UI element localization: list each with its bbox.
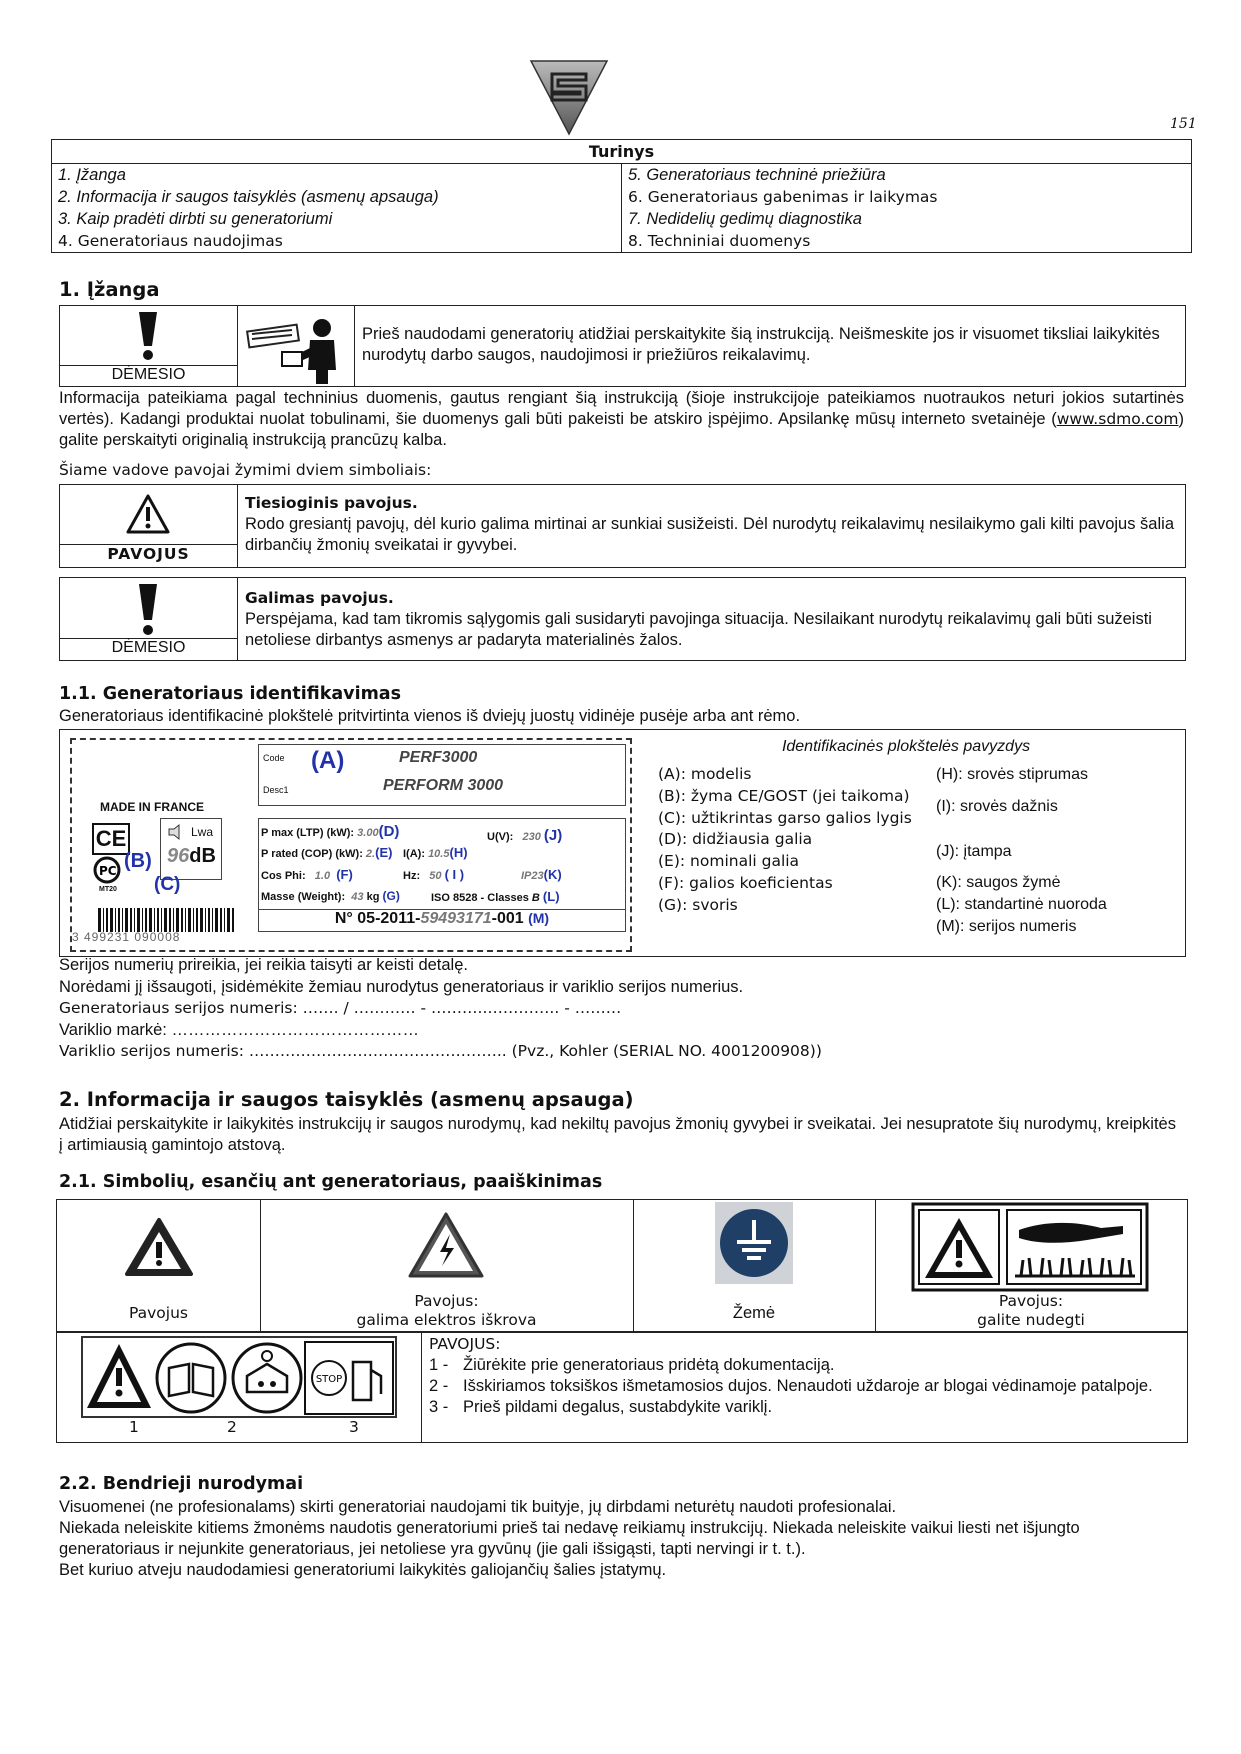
plate-intro: Generatoriaus identifikacinė plokštelė pritvirtinta vienos iš dviejų juostų vidinėje pusėje arba ant rėmo. bbox=[59, 707, 801, 725]
desc-label: Desc1 bbox=[263, 785, 289, 795]
intro-notice-text: Prieš naudodami generatorių atidžiai perskaitykite šią instrukciją. Neišmeskite jos ir visuomet tiksliai laikykitės nurodytų darbo saugos, naudojimosi ir priežiūros reikalavimų. bbox=[362, 325, 1160, 364]
section-2-2-heading: 2.2. Bendrieji nurodymai bbox=[59, 1474, 304, 1494]
exclamation-icon bbox=[135, 310, 161, 362]
plate-letter-m: (M) bbox=[528, 910, 550, 926]
caution-cell bbox=[60, 578, 238, 660]
pmax-row bbox=[261, 823, 399, 840]
ground-icon bbox=[715, 1202, 793, 1284]
caution-title: Galimas pavojus. bbox=[245, 589, 394, 607]
mass-unit: kg bbox=[366, 891, 380, 903]
plate-letter-l: (L) bbox=[542, 889, 560, 904]
pmax-value: 3.00 bbox=[357, 827, 379, 839]
toc-item[interactable]: 6. Generatoriaus gabenimas ir laikymas bbox=[628, 188, 938, 206]
barcode-number: 3 499231 090008 bbox=[72, 930, 181, 944]
toc-item[interactable]: 2. Informacija ir saugos taisyklės (asmenų apsauga) bbox=[58, 188, 439, 206]
general-rule-1: Visuomenei (ne profesionalams) skirti generatoriai naudojami tik buityje, jų dirbdami neturėtų naudoti profesionalai. bbox=[59, 1498, 897, 1516]
plate-letter-e: (E) bbox=[375, 845, 393, 860]
legend-title: Identifikacinės plokštelės pavyzdys bbox=[781, 738, 1031, 755]
section-2-heading: 2. Informacija ir saugos taisyklės (asmenų apsauga) bbox=[59, 1088, 634, 1111]
caution-label: DĖMESIO bbox=[60, 638, 237, 660]
attention-cell bbox=[60, 306, 238, 386]
cosphi-label: Cos Phi: bbox=[261, 870, 306, 882]
read-manual-cell bbox=[238, 306, 355, 386]
ip-row bbox=[521, 867, 562, 882]
list-item-text: Žiūrėkite prie generatoriaus pridėtą dokumentaciją. bbox=[463, 1356, 835, 1374]
code-label: Code bbox=[263, 753, 285, 763]
danger-text-cell bbox=[245, 493, 1175, 556]
symbol-danger-cell bbox=[57, 1200, 261, 1332]
legend-left bbox=[658, 764, 926, 917]
plate-letter-c: (C) bbox=[154, 874, 181, 895]
toc-left bbox=[52, 164, 622, 253]
toc-item[interactable]: 7. Nedidelių gedimų diagnostika bbox=[628, 210, 862, 228]
combined-danger-title: PAVOJUS: bbox=[429, 1335, 501, 1353]
legend-item: (M): serijos numeris bbox=[936, 917, 1077, 935]
frequency-row bbox=[403, 867, 464, 882]
caution-definition-box bbox=[59, 577, 1186, 661]
stop-text: STOP bbox=[315, 1374, 343, 1385]
symbol-shock-cell bbox=[260, 1200, 634, 1332]
serial-prefix: N° 05-2011- bbox=[334, 910, 421, 927]
intro-paragraph-end: ) galite perskaityti originalią instrukciją prancūzų kalba. bbox=[59, 410, 1184, 449]
ce-mark-icon: CE bbox=[92, 823, 130, 855]
voltage-label: U(V): bbox=[487, 831, 514, 843]
combined-label-cell bbox=[57, 1332, 422, 1442]
serial-note-1: Serijos numerių prireikia, jei reikia taisyti ar keisti detalę. bbox=[59, 956, 468, 974]
id-plate-box bbox=[59, 729, 1186, 957]
general-rule-3: Bet kuriuo atveju naudodamiesi generatoriumi laikykitės galiojančių šalies įstatymų. bbox=[59, 1561, 667, 1579]
label-number-1: 1 bbox=[129, 1418, 139, 1436]
legend-item: (H): srovės stiprumas bbox=[936, 766, 1089, 783]
legend-item: (K): saugos žymė bbox=[936, 874, 1061, 892]
website-link[interactable]: www.sdmo.com bbox=[1056, 410, 1179, 428]
attention-label: DĖMESIO bbox=[60, 365, 237, 386]
section-2-text: Atidžiai perskaitykite ir laikykitės instrukcijų ir saugos nurodymų, kad nekiltų pavojus žmonių gyvybei ir sveikatai. Jei nesupratote šių nurodymų, kreipkitės į artimiausią gamintojo atstovą. bbox=[59, 1115, 1176, 1154]
cosphi-row bbox=[261, 867, 353, 882]
prated-label: P rated (COP) (kW): bbox=[261, 848, 363, 860]
current-row bbox=[403, 845, 468, 860]
mt20-label: MT20 bbox=[99, 886, 117, 893]
lwa-label: Lwa bbox=[191, 825, 214, 839]
db-unit: dB bbox=[189, 845, 216, 867]
current-label: I(A): bbox=[403, 848, 425, 860]
legend-item: (J): įtampa bbox=[936, 842, 1012, 860]
toc-item[interactable]: 3. Kaip pradėti dirbti su generatoriumi bbox=[58, 210, 333, 228]
legend-item: (A): modelis bbox=[658, 765, 752, 783]
combined-label-text bbox=[429, 1334, 1179, 1418]
frequency-label: Hz: bbox=[403, 870, 421, 882]
noise-value bbox=[167, 845, 216, 868]
frequency-value: 50 bbox=[429, 870, 442, 882]
label-number-3: 3 bbox=[349, 1418, 359, 1436]
intro-paragraph-start: Informacija pateikiama pagal techninius duomenis, gautus rengiant šią instrukciją (šioje instrukcijoje pateikiamos nuotraukos neturi jokios sutartinės vertės). Kadangi produktai nuolat tobulinami, šie duomenys gali būti pakeisti be atskiro įspėjimo. Apsilankę mūsų interneto svetainėje ( bbox=[59, 389, 1184, 428]
list-item bbox=[429, 1397, 1179, 1418]
symbol-burn-label bbox=[875, 1292, 1187, 1330]
section-2-2-body bbox=[59, 1497, 1184, 1581]
pmax-label: P max (LTP) (kW): bbox=[261, 827, 355, 839]
intro-paragraph bbox=[59, 388, 1184, 451]
plate-letter-i: ( I ) bbox=[444, 867, 465, 882]
symbol-shock-label bbox=[260, 1292, 633, 1330]
plate-letter-f: (F) bbox=[336, 867, 353, 882]
db-value: 96 bbox=[167, 845, 190, 867]
combined-label-row bbox=[56, 1331, 1188, 1443]
section-1-heading: 1. Įžanga bbox=[59, 278, 160, 301]
voltage-value: 230 bbox=[522, 831, 541, 843]
toc-item[interactable]: 8. Techniniai duomenys bbox=[628, 232, 811, 250]
symbol-burn-cell bbox=[875, 1200, 1187, 1332]
warning-triangle-icon bbox=[123, 1216, 195, 1278]
toc-item[interactable]: 5. Generatoriaus techninė priežiūra bbox=[628, 166, 886, 184]
ip-value: IP23 bbox=[521, 870, 544, 882]
brand-logo bbox=[528, 58, 610, 136]
legend-item: (B): žyma CE/GOST (jei taikoma) bbox=[658, 786, 910, 805]
plate-letter-b: (B) bbox=[124, 850, 152, 872]
serial-note-2: Norėdami jį išsaugoti, įsidėmėkite žemiau nurodytus generatoriaus ir variklio serijos numerius. bbox=[59, 978, 744, 996]
symbol-danger-label: Pavojus bbox=[128, 1304, 188, 1322]
svg-text:PC: PC bbox=[99, 864, 117, 878]
cosphi-value: 1.0 bbox=[314, 870, 331, 882]
serial-mid: 59493171 bbox=[420, 910, 492, 927]
caution-text-cell bbox=[245, 588, 1175, 651]
legend-item: (D): didžiausia galia bbox=[658, 830, 813, 849]
speaker-icon bbox=[165, 823, 185, 841]
combined-warning-label-icon bbox=[81, 1336, 397, 1418]
current-value: 10.5 bbox=[428, 848, 450, 860]
person-reading-manual-icon bbox=[238, 306, 354, 386]
danger-label: PAVOJUS bbox=[60, 544, 237, 567]
engine-brand-line: Variklio markė: ……………………………………… bbox=[59, 1021, 419, 1039]
id-plate-image bbox=[70, 738, 632, 952]
list-item-number: 1 - bbox=[429, 1356, 449, 1374]
danger-definition-box bbox=[59, 484, 1186, 568]
legend-item: (I): srovės dažnis bbox=[936, 797, 1058, 815]
symbol-burn-line-1: Pavojus: bbox=[998, 1292, 1064, 1310]
warning-triangle-icon bbox=[125, 493, 171, 535]
list-item bbox=[429, 1355, 1179, 1376]
prated-row bbox=[261, 845, 392, 860]
symbol-shock-line-2: galima elektros iškrova bbox=[356, 1311, 537, 1329]
list-item-number: 3 - bbox=[429, 1398, 449, 1416]
iso-row bbox=[431, 889, 560, 904]
page-number: 151 bbox=[1170, 116, 1197, 132]
toc-table bbox=[51, 139, 1192, 253]
plate-letter-g: (G) bbox=[382, 889, 400, 903]
noise-level-box bbox=[160, 818, 222, 880]
iso-class: B bbox=[531, 892, 540, 904]
toc-title: Turinys bbox=[52, 140, 1192, 164]
legend-item: (L): standartinė nuoroda bbox=[936, 896, 1107, 914]
plate-letter-h: (H) bbox=[449, 845, 468, 860]
iso-text: ISO 8528 - Classes bbox=[431, 892, 529, 904]
danger-cell bbox=[60, 485, 238, 567]
electric-shock-icon bbox=[406, 1210, 486, 1282]
plate-letter-k: (K) bbox=[543, 867, 562, 882]
danger-title: Tiesioginis pavojus. bbox=[245, 494, 418, 512]
plate-letter-j: (J) bbox=[543, 827, 563, 844]
mass-row bbox=[261, 889, 400, 903]
plate-letter-a: (A) bbox=[311, 747, 345, 774]
section-2-1-heading: 2.1. Simbolių, esančių ant generatoriaus, paaiškinimas bbox=[59, 1172, 603, 1192]
mass-value: 43 bbox=[351, 891, 364, 903]
plate-letter-d: (D) bbox=[378, 823, 400, 840]
intro-notice-box bbox=[59, 305, 1186, 387]
engine-serial-line: Variklio serijos numeris: ………………………………………….. (Pvz., Kohler (SERIAL NO. 4001200908)) bbox=[59, 1042, 822, 1060]
generator-serial-line: Generatoriaus serijos numeris: ……. / ………… - ………..………….. - ……… bbox=[59, 999, 622, 1017]
symbol-shock-line-1: Pavojus: bbox=[414, 1292, 479, 1310]
code-value: PERF3000 bbox=[399, 749, 478, 766]
desc-value: PERFORM 3000 bbox=[383, 777, 504, 794]
symbol-ground-label: Žemė bbox=[732, 1304, 776, 1322]
caution-description: Perspėjama, kad tam tikromis sąlygomis gali susidaryti pavojinga situacija. Nesilaikant nurodytų reikalavimų gali būti sužeisti netoliese dirbantys asmenys ar padaryta materialinės žalos. bbox=[245, 610, 1152, 649]
toc-item[interactable]: 4. Generatoriaus naudojimas bbox=[58, 232, 283, 250]
legend-right bbox=[936, 764, 1176, 938]
list-item-text: Išskiriamos toksiškos išmetamosios dujos. Nenaudoti uždaroje ar blogai vėdinamoje patalpoje. bbox=[463, 1377, 1153, 1395]
model-block bbox=[258, 744, 626, 806]
legend-item: (G): svoris bbox=[658, 895, 738, 914]
serial-row bbox=[259, 909, 625, 932]
toc-right bbox=[622, 164, 1192, 253]
toc-item[interactable]: 1. Įžanga bbox=[58, 166, 126, 184]
prated-value: 2. bbox=[365, 848, 376, 860]
legend-item: (F): galios koeficientas bbox=[658, 873, 833, 892]
serial-suffix: -001 bbox=[491, 910, 524, 927]
label-number-2: 2 bbox=[227, 1418, 237, 1436]
section-1-1-heading: 1.1. Generatoriaus identifikavimas bbox=[59, 684, 402, 704]
legend-item: (C): užtikrintas garso galios lygis bbox=[658, 808, 912, 827]
symbols-row bbox=[56, 1199, 1188, 1333]
gost-mark-icon bbox=[92, 855, 122, 885]
symbol-burn-line-2: galite nudegti bbox=[977, 1311, 1085, 1329]
voltage-row bbox=[487, 827, 562, 844]
symbol-ground-cell bbox=[633, 1200, 876, 1332]
exclamation-icon bbox=[135, 582, 161, 638]
general-rule-2: Niekada neleiskite kitiems žmonėms naudotis generatoriumi prieš tai nedavę reikiamų instrukcijų. Niekada neleiskite vaikui liesti net išjungto generatoriaus ir nejunkite generatoriaus, jei netoliese yra gyvūnų (jie gali išsigąsti, tapti nervingi ir t. t.). bbox=[59, 1519, 1080, 1558]
made-in-label: MADE IN FRANCE bbox=[100, 800, 204, 814]
list-item bbox=[429, 1376, 1179, 1397]
rating-block bbox=[258, 818, 626, 932]
list-item-text: Prieš pildami degalus, sustabdykite variklį. bbox=[463, 1398, 773, 1416]
danger-description: Rodo gresiantį pavojų, dėl kurio galima mirtinai ar sunkiai susižeisti. Dėl nurodytų reikalavimų nesilaikymo gali kilti pavojus šalia dirbančių žmonių sveikatai ir gyvybei. bbox=[245, 515, 1174, 554]
symbols-intro: Šiame vadove pavojai žymimi dviem simboliais: bbox=[59, 461, 432, 479]
mass-label: Masse (Weight): bbox=[261, 891, 346, 903]
list-item-number: 2 - bbox=[429, 1377, 449, 1395]
hot-surface-icon bbox=[911, 1202, 1149, 1292]
legend-item: (E): nominali galia bbox=[658, 852, 800, 871]
